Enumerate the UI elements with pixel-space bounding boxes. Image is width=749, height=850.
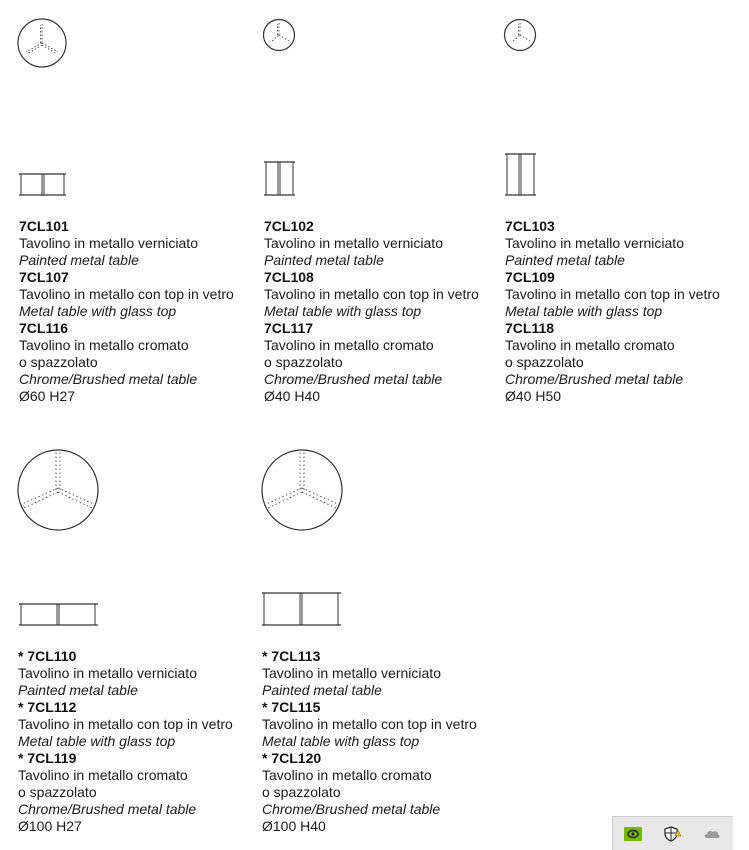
description-en: Chrome/Brushed metal table xyxy=(262,801,441,817)
product-code: 7CL101 xyxy=(19,218,69,234)
description-en: Chrome/Brushed metal table xyxy=(505,371,684,387)
description-it: Tavolino in metallo verniciato xyxy=(262,665,441,681)
security-shield-icon[interactable] xyxy=(664,826,682,842)
description-en: Painted metal table xyxy=(505,252,625,268)
description-it: Tavolino in metallo cromato xyxy=(18,767,188,783)
dimensions: Ø40 H50 xyxy=(505,388,562,404)
dimensions: Ø100 H40 xyxy=(262,818,326,834)
description-en: Painted metal table xyxy=(262,682,382,698)
description-it-line2: o spazzolato xyxy=(262,784,341,800)
description-en: Painted metal table xyxy=(19,252,139,268)
description-it-line2: o spazzolato xyxy=(264,354,343,370)
product-code: * 7CL113 xyxy=(262,648,321,664)
product-code: * 7CL112 xyxy=(18,699,77,715)
description-it: Tavolino in metallo verniciato xyxy=(19,235,198,251)
description-it: Tavolino in metallo cromato xyxy=(264,337,434,353)
product-spec-7CL101 xyxy=(19,218,234,405)
product-spec-7CL113 xyxy=(262,648,477,835)
description-it-line2: o spazzolato xyxy=(18,784,97,800)
dimensions: Ø60 H27 xyxy=(19,388,76,404)
description-it: Tavolino in metallo cromato xyxy=(19,337,189,353)
product-code: * 7CL120 xyxy=(262,750,322,766)
product-code: 7CL102 xyxy=(264,218,314,234)
table-side-view-7CL102 xyxy=(263,160,297,198)
table-top-view-7CL101 xyxy=(16,17,70,71)
product-code: 7CL107 xyxy=(19,269,69,285)
description-it: Tavolino in metallo con top in vetro xyxy=(262,716,477,732)
table-top-view-7CL110 xyxy=(15,447,101,533)
product-code: * 7CL119 xyxy=(18,750,77,766)
description-it-line2: o spazzolato xyxy=(19,354,98,370)
description-it: Tavolino in metallo con top in vetro xyxy=(19,286,234,302)
description-it: Tavolino in metallo verniciato xyxy=(505,235,684,251)
description-it: Tavolino in metallo cromato xyxy=(505,337,675,353)
description-it: Tavolino in metallo cromato xyxy=(262,767,432,783)
description-it: Tavolino in metallo verniciato xyxy=(264,235,443,251)
description-it: Tavolino in metallo con top in vetro xyxy=(18,716,233,732)
table-top-view-7CL113 xyxy=(259,447,345,533)
product-code: * 7CL110 xyxy=(18,648,77,664)
description-it-line2: o spazzolato xyxy=(505,354,584,370)
onedrive-cloud-icon[interactable] xyxy=(703,826,721,842)
table-top-view-7CL102 xyxy=(262,18,298,52)
dimensions: Ø40 H40 xyxy=(264,388,321,404)
system-tray xyxy=(612,816,733,850)
product-code: 7CL108 xyxy=(264,269,314,285)
description-it: Tavolino in metallo con top in vetro xyxy=(264,286,479,302)
product-code: 7CL116 xyxy=(19,320,69,336)
table-side-view-7CL101 xyxy=(18,172,68,198)
product-code: * 7CL115 xyxy=(262,699,321,715)
dimensions: Ø100 H27 xyxy=(18,818,82,834)
description-en: Metal table with glass top xyxy=(264,303,422,319)
product-code: 7CL118 xyxy=(505,320,555,336)
product-code: 7CL117 xyxy=(264,320,314,336)
description-en: Chrome/Brushed metal table xyxy=(18,801,197,817)
description-en: Metal table with glass top xyxy=(19,303,177,319)
description-it: Tavolino in metallo con top in vetro xyxy=(505,286,720,302)
nvidia-icon[interactable] xyxy=(624,826,642,842)
description-it: Tavolino in metallo verniciato xyxy=(18,665,197,681)
description-en: Metal table with glass top xyxy=(262,733,420,749)
table-side-view-7CL103 xyxy=(504,152,538,198)
product-spec-7CL102 xyxy=(264,218,479,405)
description-en: Painted metal table xyxy=(264,252,384,268)
description-en: Metal table with glass top xyxy=(505,303,663,319)
description-en: Chrome/Brushed metal table xyxy=(264,371,443,387)
product-spec-7CL103 xyxy=(505,218,720,405)
description-en: Painted metal table xyxy=(18,682,138,698)
table-side-view-7CL110 xyxy=(18,602,100,628)
product-code: 7CL109 xyxy=(505,269,555,285)
description-en: Chrome/Brushed metal table xyxy=(19,371,198,387)
description-en: Metal table with glass top xyxy=(18,733,176,749)
table-side-view-7CL113 xyxy=(261,591,343,628)
table-top-view-7CL103 xyxy=(503,18,539,52)
product-spec-7CL110 xyxy=(18,648,233,835)
product-code: 7CL103 xyxy=(505,218,555,234)
